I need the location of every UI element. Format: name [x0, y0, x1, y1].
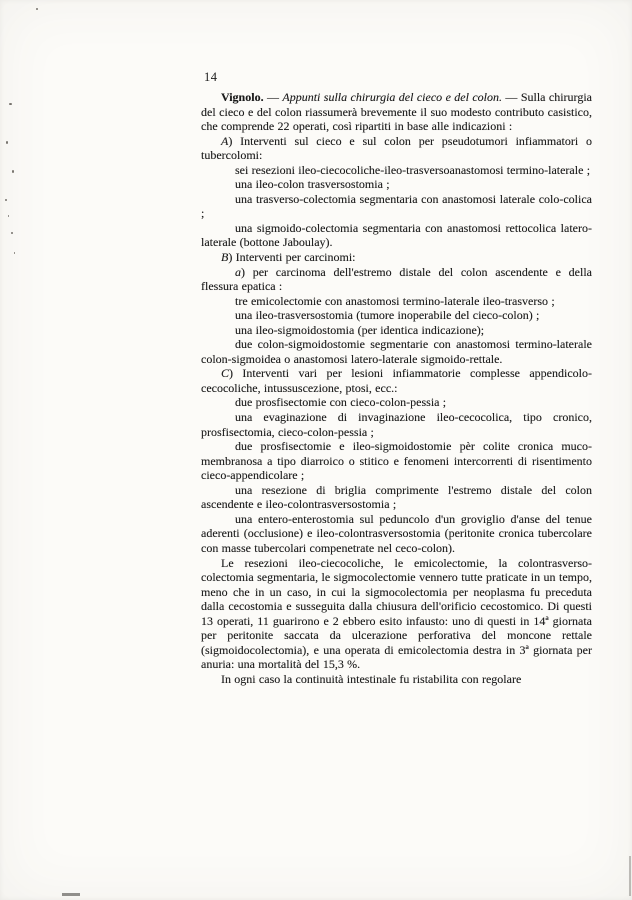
paragraph — [201, 556, 592, 672]
text-run: tre emicolectomie con anastomosi termino-laterale ileo-trasverso ; — [235, 293, 555, 308]
paragraph — [201, 672, 592, 687]
text-run: ) Interventi per carcinomi: — [228, 250, 356, 265]
text-run-italic: C — [221, 366, 230, 381]
paragraph — [201, 163, 592, 178]
paragraph — [201, 134, 592, 163]
scan-speck — [14, 252, 15, 254]
paragraph — [201, 483, 592, 512]
scan-speck — [8, 215, 9, 217]
paragraph — [201, 265, 592, 294]
text-run: due colon-sigmoidostomie segmentarie con anastomosi termino-laterale colon-sigmoidea o anastomosi latero-laterale sigmoido-rettale. — [201, 337, 592, 366]
paragraph — [201, 366, 592, 395]
paragraph — [201, 90, 592, 134]
paragraph — [201, 337, 592, 366]
text-run-bold: Vignolo. — [221, 90, 264, 104]
text-run-italic: A — [221, 133, 229, 148]
text-run: Le resezioni ileo-ciecocoliche, le emicolectomie, la colontrasverso-colectomia segmentaria, le sigmocolectomie vennero tutte praticate in un tempo, meno che in un caso, in cui la sigmocolectomia per neoplasma fu preceduta dalla cecostomia e susseguita dalla chiusura dell'orificio cecostomico. Di questi 13 operati, 11 guarirono e 2 ebbero esito infausto: uno di questi in 14ª giornata per peritonite saccata da ulcerazione perforativa del moncone rettale (sigmoidocolectomia), e una operata di emicolectomia destra in 3ª giornata per anuria: una mortalità del 15,3 %. — [201, 555, 592, 672]
text-run: una ileo-sigmoidostomia (per identica indicazione); — [235, 322, 485, 337]
text-block — [201, 90, 592, 686]
page-number: 14 — [204, 70, 218, 84]
paragraph — [201, 323, 592, 338]
scan-edge-mark — [629, 856, 631, 896]
text-run-italic: a — [235, 264, 241, 279]
paragraph — [201, 439, 592, 483]
text-run-italic: B — [221, 250, 229, 265]
paragraph — [201, 294, 592, 309]
text-run: ) Interventi vari per lesioni infiammatorie complesse appendicolo-cecocoliche, intussuscezione, ptosi, ecc.: — [201, 366, 592, 395]
scan-edge-mark — [62, 893, 80, 896]
text-run-italic: Appunti sulla chirurgia del cieco e del colon. — [282, 90, 503, 104]
scan-speck — [12, 170, 14, 173]
paragraph — [201, 177, 592, 192]
text-run: una ileo-trasversostomia (tumore inoperabile del cieco-colon) ; — [235, 308, 540, 323]
scan-speck — [5, 199, 7, 201]
text-run: ) per carcinoma dell'estremo distale del colon ascendente e della flessura epatica : — [201, 264, 592, 294]
paragraph — [201, 250, 592, 265]
text-run: sei resezioni ileo-ciecocoliche-ileo-trasversoanastomosi termino-laterale ; — [235, 162, 591, 177]
scan-speck — [36, 8, 38, 10]
text-run: una trasverso-colectomia segmentaria con anastomosi laterale colo-colica ; — [201, 191, 592, 221]
text-run: una resezione di briglia comprimente l'estremo distale del colon ascendente e ileo-colontrasversostomia ; — [201, 482, 592, 512]
text-run: una entero-enterostomia sul peduncolo d'un groviglio d'anse del tenue aderenti (occlusione) e ileo-colontrasversostomia (peritonite cronica tubercolare con masse tubercolari compenetrate nel ceco-colon). — [201, 511, 592, 555]
text-run: — Sulla chirurgia del cieco e del colon riassumerà brevemente il suo modesto contributo casistico, che comprende 22 operati, così ripartiti in base alle indicazioni : — [201, 90, 592, 134]
paragraph — [201, 410, 592, 439]
text-run: una sigmoido-colectomia segmentaria con anastomosi rettocolica latero-laterale (bottone Jaboulay). — [201, 220, 592, 250]
text-run: due prosfisectomie con cieco-colon-pessia ; — [235, 395, 447, 410]
paragraph — [201, 221, 592, 250]
text-run: una evaginazione di invaginazione ileo-cecocolica, tipo cronico, prosfisectomia, cieco-colon-pessia ; — [201, 410, 592, 439]
scan-speck — [9, 103, 12, 105]
scan-speck — [11, 232, 13, 234]
text-run: — — [263, 90, 283, 104]
text-run: In ogni caso la continuità intestinale fu ristabilita con regolare — [221, 671, 522, 686]
text-run: una ileo-colon trasversostomia ; — [235, 177, 390, 192]
paragraph — [201, 192, 592, 221]
text-run: due prosfisectomie e ileo-sigmoidostomie pèr colite cronica muco-membranosa a tipo diarroico o stitico e fenomeni intercorrenti di risentimento cieco-appendicolare ; — [201, 439, 592, 483]
text-run: ) Interventi sul cieco e sul colon per pseudotumori infiammatori o tubercolomi: — [201, 133, 592, 163]
paragraph — [201, 512, 592, 556]
paragraph — [201, 395, 592, 410]
paragraph — [201, 308, 592, 323]
scan-speck — [6, 141, 8, 144]
